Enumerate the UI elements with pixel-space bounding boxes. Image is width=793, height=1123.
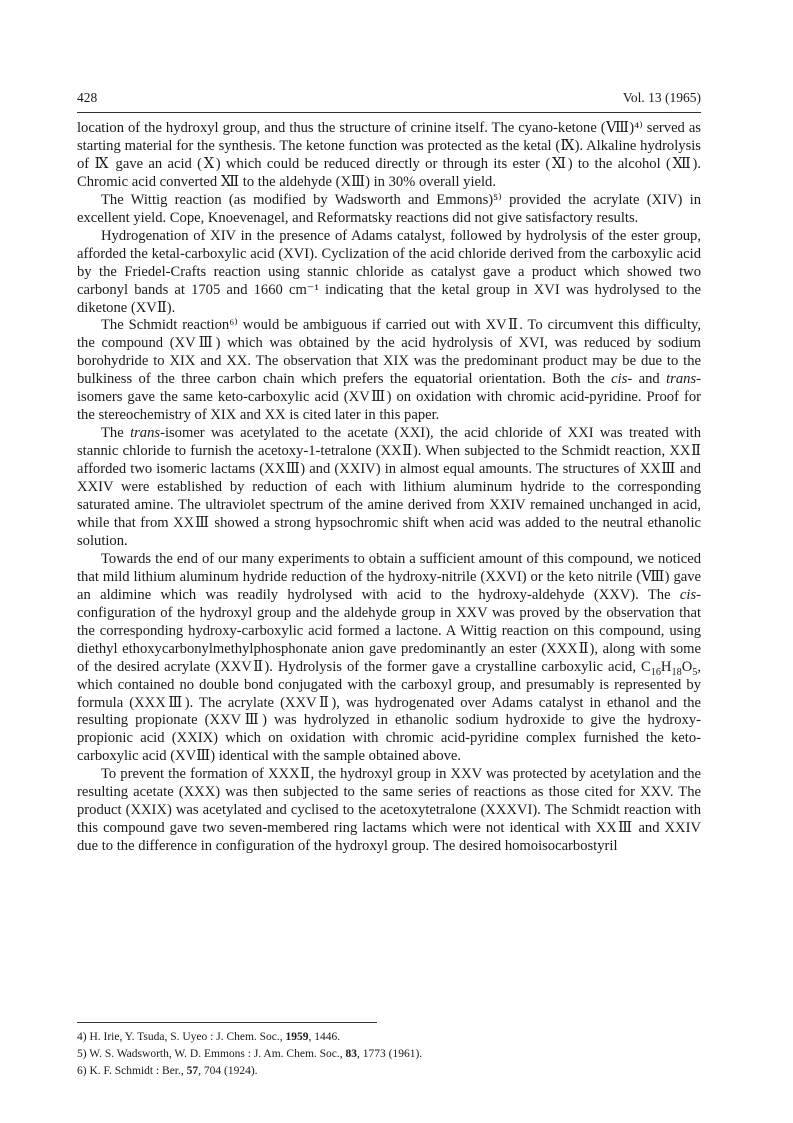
paragraph-3: Hydrogenation of XIV in the presence of Adams catalyst, followed by hydrolysis of the ester group, afforded the ketal-carboxylic acid (XVI). Cyclization of the acid chloride derived from the carboxylic acid by the Friedel-Crafts reaction using stannic chloride as catalyst gave a product which showed two carbonyl bands at 1705 and 1660 cm⁻¹ indicating that the ketal group in XVI was hydrolysed to the diketone (XVⅡ). [77,227,701,316]
running-header [77,90,701,110]
text-run: , which contained no double bond conjugated with the carboxyl group, and presumably is represented by formula (XXXⅢ). The acrylate (XXVⅡ), was hydrogenated over Adams catalyst in ethanol and the resulting propionate (XXVⅢ) was hydrolyzed in ethanolic sodium hydroxide to give the hydroxy-propionic acid (XXIX) which on oxidation with chromic acid-pyridine complex furnished the keto-carboxylic acid (XVⅢ) identical with the sample obtained above. [77,658,701,765]
formula-subscript: 5 [692,666,698,678]
text-run: Towards the end of our many experiments to obtain a sufficient amount of this compound, we noticed that mild lithium aluminum hydride reduction of the hydroxy-nitrile (XXVI) or the keto nitrile (Ⅷ) gave an aldimine which was readily hydrolysed with acid to the hydroxy-aldehyde (XXV). The [77,550,701,603]
text-run: The Schmidt reaction⁶⁾ would be ambiguous if carried out with XVⅡ. To circumvent this difficulty, the compound (XVⅢ) which was obtained by the acid hydrolysis of XVI, was reduced by sodium borohydride to XIX and XX. The observation that XIX was the predominant product may be due to the bulkiness of the three carbon chain which prefers the equatorial orientation. Both the [77,317,701,388]
text-run: The [101,425,131,442]
footnote-citation: W. S. Wadsworth, W. D. Emmons : J. Am. Chem. Soc., [89,1048,346,1060]
paragraph-5 [77,425,701,551]
paragraph-1: location of the hydroxyl group, and thus the structure of crinine itself. The cyano-ketone (Ⅷ)⁴⁾ served as starting material for the synthesis. The ketone function was protected as the ketal (Ⅸ). Alkaline hydrolysis of Ⅸ gave an acid (Ⅹ) which could be reduced directly or through its ester (Ⅺ) to the alcohol (Ⅻ). Chromic acid converted Ⅻ to the aldehyde (XⅢ) in 30% overall yield. [77,120,701,190]
footnote-label: 4) [77,1031,87,1043]
footnote-label: 6) [77,1065,87,1077]
footnote-citation: H. Irie, Y. Tsuda, S. Uyeo : J. Chem. Soc., [89,1031,286,1043]
footnote-pages: , 704 (1924). [198,1065,258,1077]
body-text [77,120,701,856]
formula-subscript: 16 [650,666,661,678]
volume-label: Vol. 13 (1965) [622,90,701,105]
footnote-5 [77,1046,701,1063]
text-run: isomer was acetylated to the acetate (XXI), the acid chloride of XXI was treated with stannic chloride to furnish the acetoxy-1-tetralone (XXⅡ). When subjected to the Schmidt reaction, XXⅡ afforded two isomeric lactams (XXⅢ) and (XXIV) in almost equal amounts. The structures of XXⅢ and XXIV were established by reduction of each with lithium aluminum hydride to the corresponding saturated amine. The ultraviolet spectrum of the amine derived from XXIV remained unchanged in acid, while that from XXⅢ showed a strong hypsochromic shift when acid was added to the neutral ethanolic solution. [77,425,701,549]
paragraph-7: To prevent the formation of XXXⅡ, the hydroxyl group in XXV was protected by acetylation and the resulting acetate (XXX) was then subjected to the same series of reactions as those cited for XXV. The product (XXIX) was acetylated and cyclised to the acetoxytetralone (XXXVI). The Schmidt reaction with this compound gave two seven-membered ring lactams which were not identical with XXⅢ and XXIV due to the difference in configuration of the hydroxyl group. The desired homoisocarbostyril [77,766,701,855]
formula-subscript: 18 [671,666,682,678]
footnote-bold-number: 57 [186,1065,199,1077]
footnote-pages: , 1773 (1961). [357,1048,423,1060]
text-run: configuration of the hydroxyl group and the aldehyde group in XXV was proved by the observation that the corresponding hydroxy-carboxylic acid formed a lactone. A Wittig reaction on this compound, using diethyl ethoxycarbonylmethylphosphonate anion gave predominantly an ester (XXXⅡ), along with some of the desired acrylate (XXVⅡ). Hydrolysis of the former gave a crystalline carboxylic acid, C [77,604,701,675]
paragraph-6 [77,551,701,766]
italic-term: cis- [679,586,701,603]
paragraph-4 [77,317,701,425]
formula-element: H [660,658,672,675]
paragraph-2: The Wittig reaction (as modified by Wadsworth and Emmons)⁵⁾ provided the acrylate (XIV) in excellent yield. Cope, Knoevenagel, and Reformatsky reactions did not give satisfactory results. [77,191,701,226]
formula-element: O [681,658,693,675]
footnote-citation: K. F. Schmidt : Ber., [89,1065,187,1077]
italic-term: cis- [611,371,633,388]
footnote-6 [77,1063,701,1080]
page-number: 428 [77,90,98,105]
footnote-4 [77,1029,701,1046]
italic-term: trans- [666,371,701,388]
text-run: isomers gave the same keto-carboxylic acid (XVⅢ) on oxidation with chromic acid-pyridine. Proof for the stereochemistry of XIX and XX is cited later in this paper. [77,389,701,424]
footnote-label: 5) [77,1048,87,1060]
footnote-bold-number: 83 [345,1048,358,1060]
italic-term: trans- [130,425,165,442]
footnotes [77,1029,701,1080]
footnote-bold-number: 1959 [285,1031,309,1043]
footnote-pages: , 1446. [308,1031,341,1043]
footnote-rule [77,1022,377,1023]
header-rule [77,112,701,113]
text-run: and [632,371,667,388]
